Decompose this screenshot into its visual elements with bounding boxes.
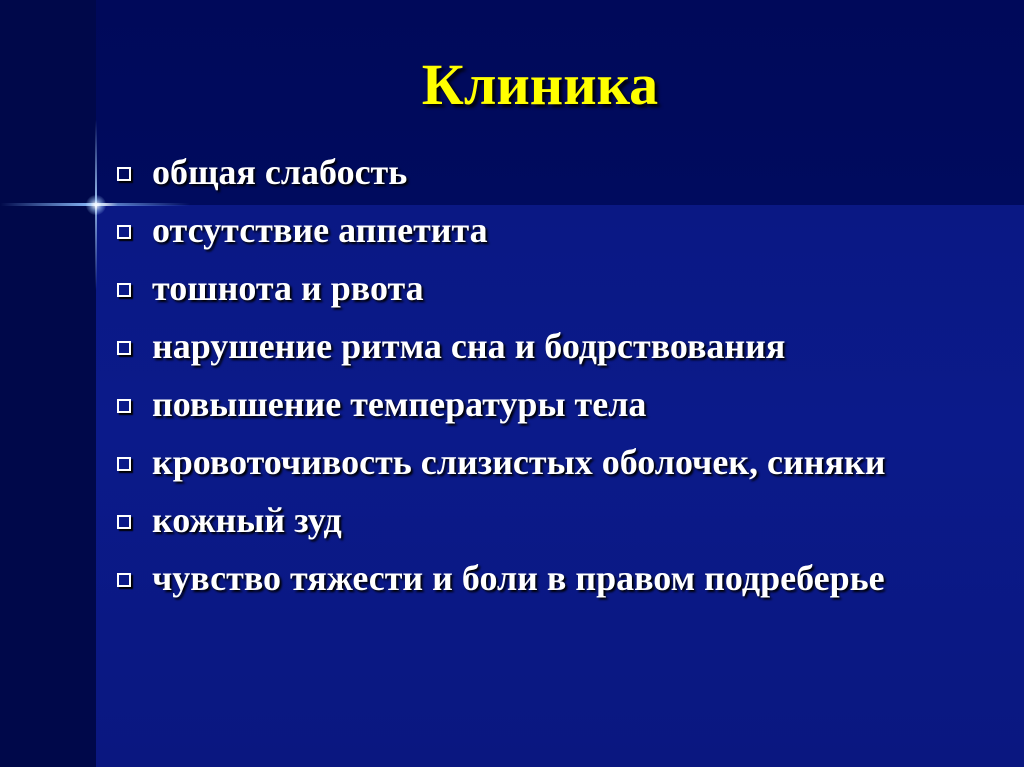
hollow-square-bullet-icon — [117, 573, 131, 587]
hollow-square-bullet-icon — [117, 457, 131, 471]
sparkle-core — [86, 195, 106, 215]
list-item-text: тошнота и рвота — [152, 268, 424, 308]
list-item — [114, 324, 1004, 369]
list-item — [114, 498, 1004, 543]
list-item — [114, 150, 1004, 195]
hollow-square-bullet-icon — [117, 283, 131, 297]
list-item-text: отсутствие аппетита — [152, 210, 488, 250]
background-left-band — [0, 0, 96, 767]
list-item-text: общая слабость — [152, 152, 408, 192]
symptom-list — [114, 150, 1004, 614]
hollow-square-bullet-icon — [117, 225, 131, 239]
list-item-text: чувство тяжести и боли в правом подреберье — [152, 558, 885, 598]
list-item-text: нарушение ритма сна и бодрствования — [152, 326, 786, 366]
hollow-square-bullet-icon — [117, 399, 131, 413]
list-item-text: кожный зуд — [152, 500, 342, 540]
list-item-text: повышение температуры тела — [152, 384, 647, 424]
list-item — [114, 382, 1004, 427]
hollow-square-bullet-icon — [117, 341, 131, 355]
list-item — [114, 266, 1004, 311]
list-item — [114, 208, 1004, 253]
hollow-square-bullet-icon — [117, 515, 131, 529]
list-item — [114, 440, 1004, 485]
list-item — [114, 556, 1004, 601]
list-item-text: кровоточивость слизистых оболочек, синяки — [152, 442, 886, 482]
slide-title: Клиника — [421, 52, 659, 117]
hollow-square-bullet-icon — [117, 167, 131, 181]
